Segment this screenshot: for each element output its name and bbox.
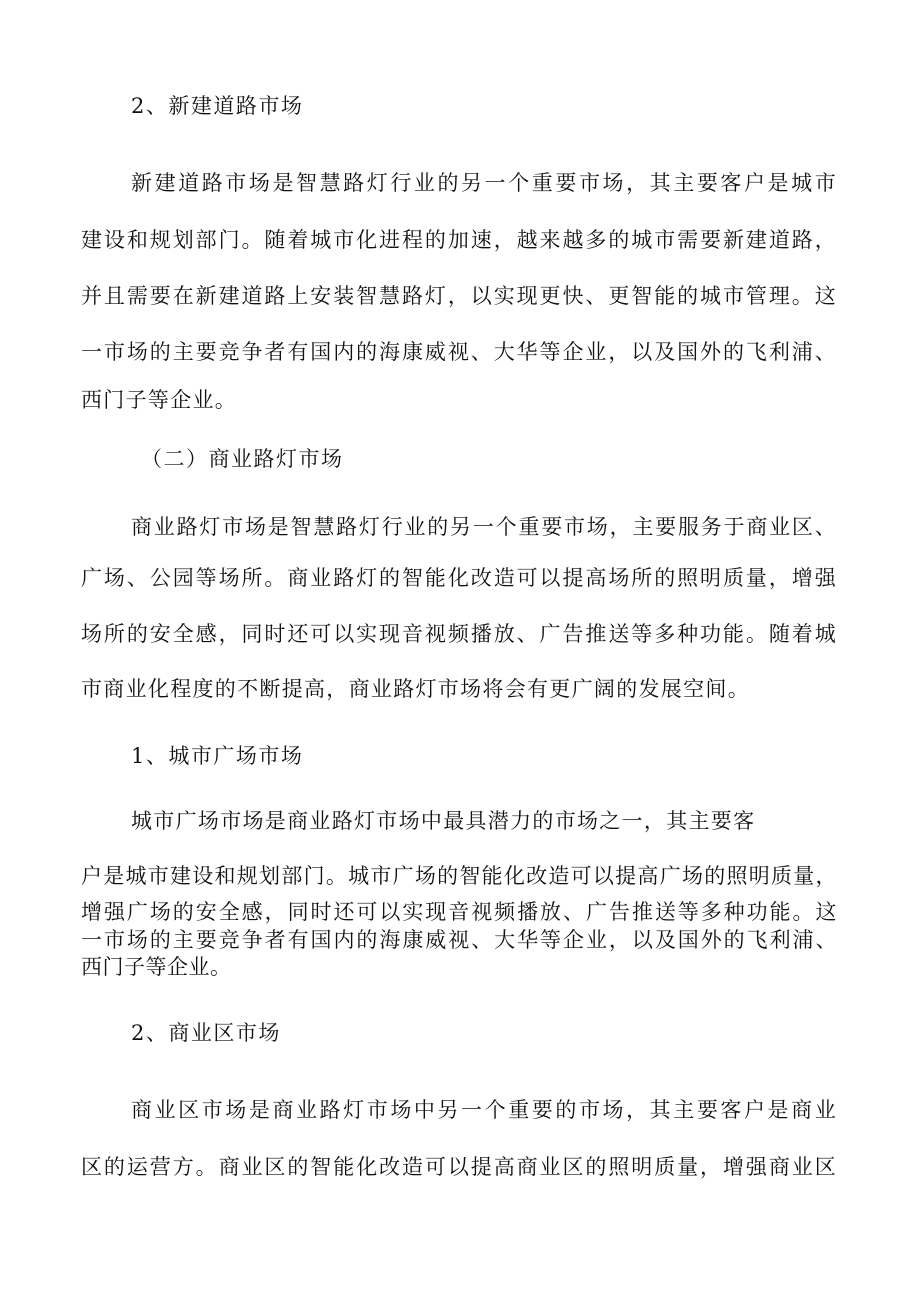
paragraph-line: 市商业化程度的不断提高，商业路灯市场将会有更广阔的发展空间。 [81,677,750,701]
paragraph-line: 一市场的主要竞争者有国内的海康威视、大华等企业，以及国外的飞利浦、 [81,928,837,952]
paragraph-line: 广场、公园等场所。商业路灯的智能化改造可以提高场所的照明质量，增强 [81,566,837,590]
paragraph-line: 一市场的主要竞争者有国内的海康威视、大华等企业，以及国外的飞利浦、 [81,340,837,364]
paragraph-line: 西门子等企业。 [81,388,238,412]
section-heading-commercial-lamp-market: （二）商业路灯市场 [141,447,344,471]
paragraph-line: 户是城市建设和规划部门。城市广场的智能化改造可以提高广场的照明质量， [81,864,837,888]
section-heading-commercial-district-market: 2、商业区市场 [131,1021,281,1045]
paragraph-line: 商业区市场是商业路灯市场中另一个重要的市场，其主要客户是商业 [131,1098,837,1122]
paragraph-line: 建设和规划部门。随着城市化进程的加速，越来越多的城市需要新建道路， [81,228,837,252]
paragraph-line: 区的运营方。商业区的智能化改造可以提高商业区的照明质量，增强商业区 [81,1155,837,1179]
paragraph-line: 新建道路市场是智慧路灯行业的另一个重要市场，其主要客户是城市 [131,171,837,195]
paragraph-line: 西门子等企业。 [81,955,232,979]
paragraph-line: 商业路灯市场是智慧路灯行业的另一个重要市场，主要服务于商业区、 [131,515,837,539]
paragraph-line: 并且需要在新建道路上安装智慧路灯，以实现更快、更智能的城市管理。这 [81,284,837,308]
paragraph-line: 城市广场市场是商业路灯市场中最具潜力的市场之一，其主要客 [131,809,756,833]
section-heading-city-square-market: 1、城市广场市场 [131,744,304,768]
section-heading-new-road-market: 2、新建道路市场 [131,94,304,118]
paragraph-line: 场所的安全感，同时还可以实现音视频播放、广告推送等多种功能。随着城 [81,622,837,646]
paragraph-line: 增强广场的安全感，同时还可以实现音视频播放、广告推送等多种功能。这 [81,900,837,924]
